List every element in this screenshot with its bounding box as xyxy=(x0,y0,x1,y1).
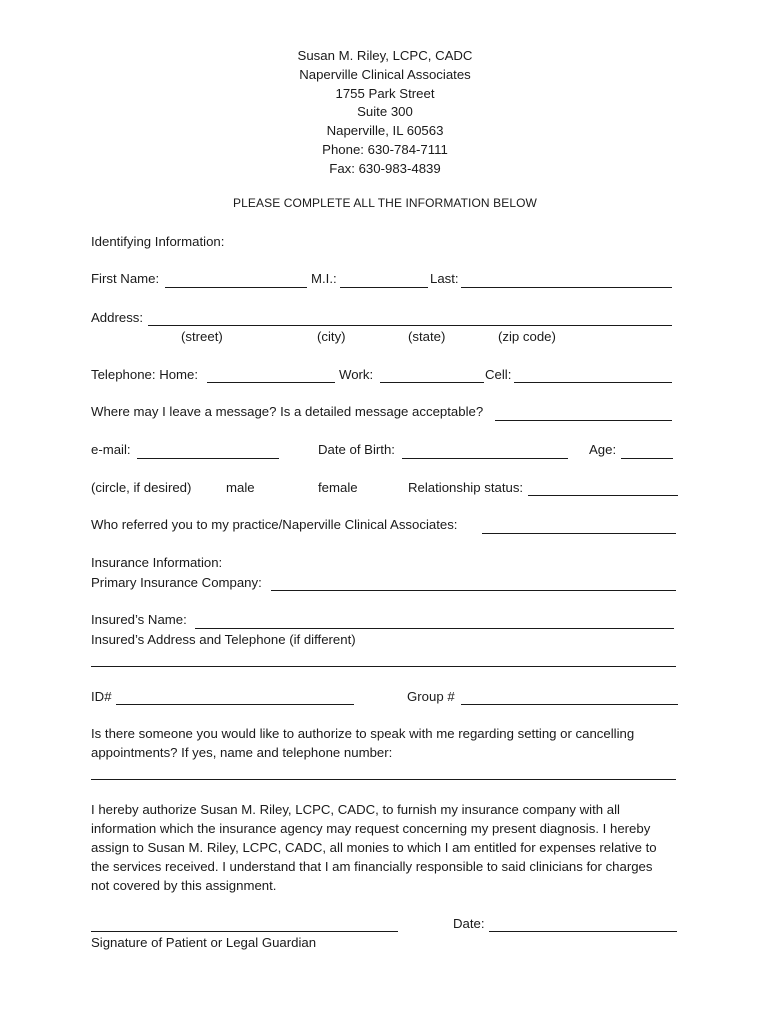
statement-line5: not covered by this assignment. xyxy=(91,878,277,893)
statement-line2: information which the insurance agency may request concerning my present diagnosis. I hereby xyxy=(91,821,651,836)
practice-name: Naperville Clinical Associates xyxy=(299,66,471,82)
message-field[interactable] xyxy=(495,420,672,421)
age-label: Age: xyxy=(589,442,617,457)
first-name-label: First Name: xyxy=(91,271,160,286)
authorize-question-line2: appointments? If yes, name and telephone number: xyxy=(91,745,393,760)
email-label: e-mail: xyxy=(91,442,131,457)
insurance-heading: Insurance Information: xyxy=(91,555,223,570)
practice-header xyxy=(0,47,770,179)
city-hint: (city) xyxy=(317,329,346,344)
message-question: Where may I leave a message? Is a detailed message acceptable? xyxy=(91,404,484,419)
cell-phone-field[interactable] xyxy=(514,382,672,383)
statement-line3: assign to Susan M. Riley, LCPC, CADC, all monies to which I am entitled for expenses relative to xyxy=(91,840,657,855)
group-label: Group # xyxy=(407,689,455,704)
practice-street: 1755 Park Street xyxy=(335,85,435,101)
statement-line4: the services received. I understand that I am financially responsible to said clinicians for charges xyxy=(91,859,653,874)
mi-label: M.I.: xyxy=(311,271,337,286)
mi-field[interactable] xyxy=(340,287,428,288)
date-field[interactable] xyxy=(489,931,677,932)
authorize-question-line1: Is there someone you would like to authorize to speak with me regarding setting or cancelling xyxy=(91,726,635,741)
insured-address-field[interactable] xyxy=(91,666,676,667)
statement-line1: I hereby authorize Susan M. Riley, LCPC, CADC, to furnish my insurance company with all xyxy=(91,802,620,817)
id-field[interactable] xyxy=(116,704,354,705)
zip-hint: (zip code) xyxy=(498,329,556,344)
clinician-name: Susan M. Riley, LCPC, CADC xyxy=(297,48,473,63)
email-field[interactable] xyxy=(137,458,279,459)
referral-question: Who referred you to my practice/Naperville Clinical Associates: xyxy=(91,517,458,532)
signature-field[interactable] xyxy=(91,931,398,932)
referral-field[interactable] xyxy=(482,533,676,534)
age-field[interactable] xyxy=(621,458,673,459)
signature-label: Signature of Patient or Legal Guardian xyxy=(91,935,317,950)
last-name-label: Last: xyxy=(430,271,459,286)
primary-insurance-field[interactable] xyxy=(271,590,676,591)
identifying-heading: Identifying Information: xyxy=(91,234,225,249)
work-phone-field[interactable] xyxy=(380,382,484,383)
id-label: ID# xyxy=(91,689,112,704)
circle-instruction: (circle, if desired) xyxy=(91,480,192,495)
last-name-field[interactable] xyxy=(461,287,672,288)
first-name-field[interactable] xyxy=(165,287,307,288)
address-field[interactable] xyxy=(148,325,672,326)
telephone-home-field[interactable] xyxy=(207,382,335,383)
cell-label: Cell: xyxy=(485,367,512,382)
insured-name-label: Insured’s Name: xyxy=(91,612,187,627)
group-field[interactable] xyxy=(461,704,678,705)
practice-phone: Phone: 630-784-7111 xyxy=(322,141,448,157)
street-hint: (street) xyxy=(181,329,223,344)
insured-address-label: Insured’s Address and Telephone (if different) xyxy=(91,632,356,647)
date-label: Date: xyxy=(453,916,485,931)
practice-suite: Suite 300 xyxy=(357,104,413,120)
female-option[interactable]: female xyxy=(318,480,358,495)
dob-label: Date of Birth: xyxy=(318,442,395,457)
authorized-person-field[interactable] xyxy=(91,779,676,780)
form-instruction: PLEASE COMPLETE ALL THE INFORMATION BELOW xyxy=(233,196,537,210)
practice-city: Naperville, IL 60563 xyxy=(326,123,444,139)
telephone-home-label: Telephone: Home: xyxy=(91,367,199,382)
state-hint: (state) xyxy=(408,329,446,344)
relationship-field[interactable] xyxy=(528,495,678,496)
practice-fax: Fax: 630-983-4839 xyxy=(329,160,441,176)
insured-name-field[interactable] xyxy=(195,628,674,629)
primary-insurance-label: Primary Insurance Company: xyxy=(91,575,262,590)
address-label: Address: xyxy=(91,310,144,325)
male-option[interactable]: male xyxy=(226,480,255,495)
dob-field[interactable] xyxy=(402,458,568,459)
relationship-label: Relationship status: xyxy=(408,480,524,495)
work-label: Work: xyxy=(339,367,374,382)
